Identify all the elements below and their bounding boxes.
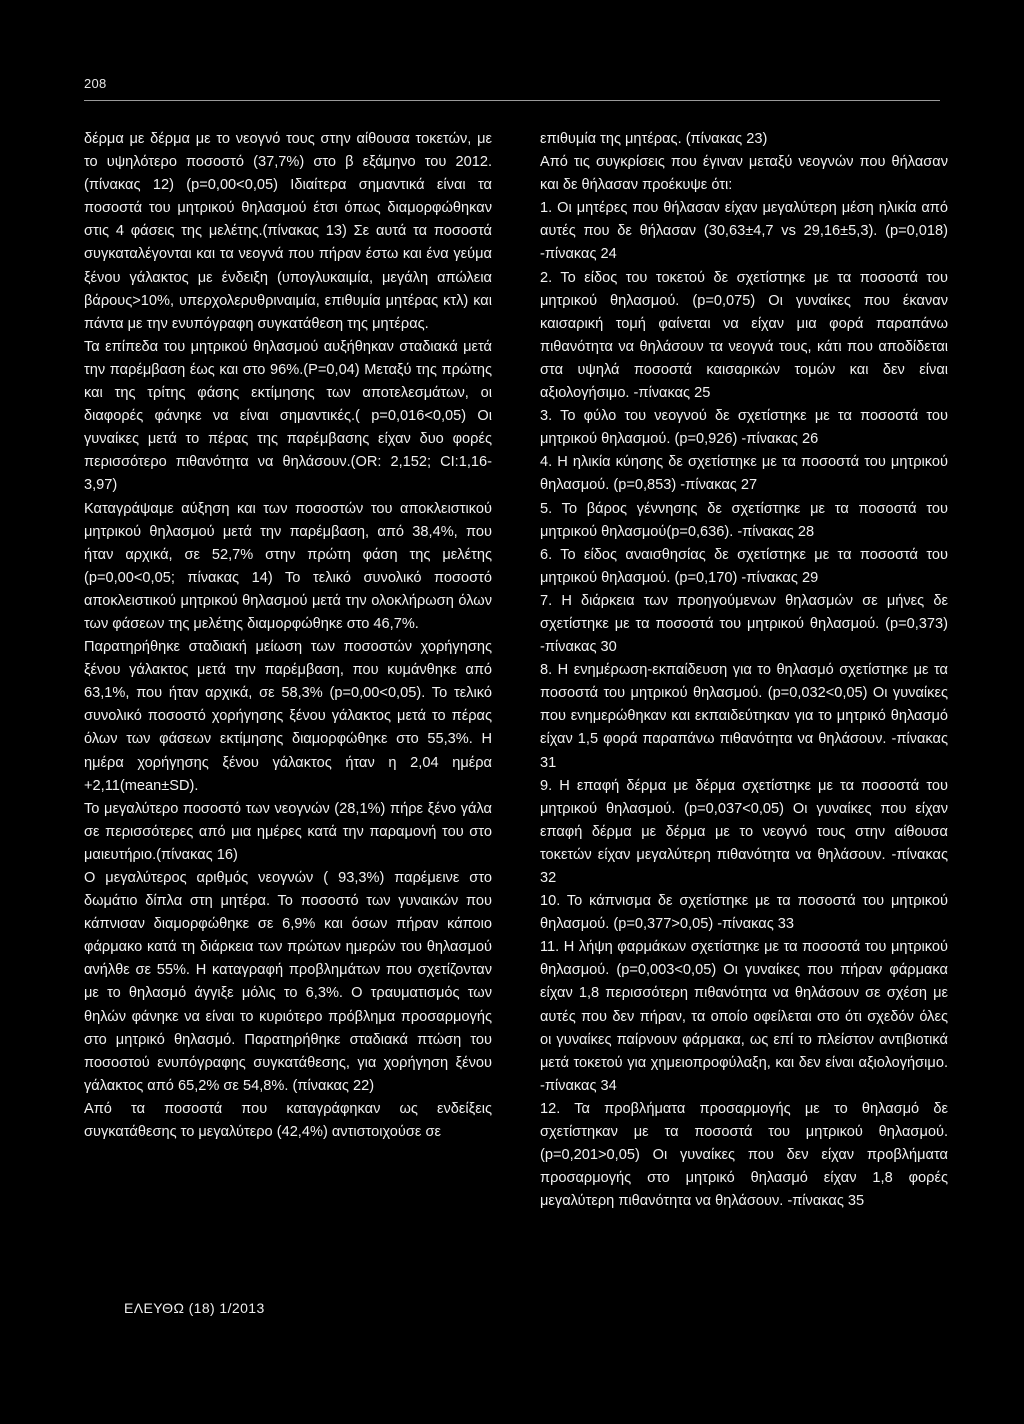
paragraph: Από τα ποσοστά που καταγράφηκαν ως ενδείξεις συγκατάθεσης το μεγαλύτερο (42,4%) αντιστοιχούσε σε: [84, 1100, 492, 1141]
list-item: 6. Το είδος αναισθησίας δε σχετίστηκε με τα ποσοστά του μητρικού θηλασμού. (p=0,170) -πίνακας 29: [540, 546, 948, 586]
paragraph: Από τις συγκρίσεις που έγιναν μεταξύ νεογνών που θήλασαν και δε θήλασαν προέκυψε ότι:: [540, 154, 948, 194]
left-column: [84, 128, 492, 1144]
paragraph: Ο μεγαλύτερος αριθμός νεογνών ( 93,3%) παρέμεινε στο δωμάτιο δίπλα στη μητέρα. Το ποσοστό των γυναικών που κάπνισαν διαμορφώθηκε σε 6,9% και όσων πήραν κάποιο φάρμακο κατά τη διάρκεια των πρώτων ημερών του θηλασμού ανήλθε σε 55%. Η καταγραφή προβλημάτων που σχετίζονταν με το θηλασμό άγγιξε μόλις το 6,3%. Ο τραυματισμός των θηλών φάνηκε να είναι το κυριότερο πρόβλημα προσαρμογής στο μητρικό θηλασμό. Παρατηρήθηκε σταδιακά πτώση του ποσοστού ενυπόγραφης συγκατάθεσης, για χορήγηση ξένου γάλακτος από 65,2% σε 54,8%. (πίνακας 22): [84, 870, 492, 1094]
list-item: 4. Η ηλικία κύησης δε σχετίστηκε με τα ποσοστά του μητρικού θηλασμού. (p=0,853) -πίνακας 27: [540, 454, 948, 494]
list-item: 5. Το βάρος γέννησης δε σχετίστηκε με τα ποσοστά του μητρικού θηλασμού(p=0,636). -πίνακας 28: [540, 500, 948, 540]
list-item: 3. Το φύλο του νεογνού δε σχετίστηκε με τα ποσοστά του μητρικού θηλασμού. (p=0,926) -πίνακας 26: [540, 408, 948, 448]
list-item: 2. Το είδος του τοκετού δε σχετίστηκε με τα ποσοστά του μητρικού θηλασμού. (p=0,075) Οι γυναίκες που έκαναν καισαρική τομή φαίνεται να είχαν μια φορά παραπάνω πιθανότητα να θηλάσουν τα νεογνά τους, κάτι που αποδίδεται στα υψηλά ποσοστά καισαρικών τομών και δεν είναι αξιολογήσιμο. -πίνακας 25: [540, 269, 948, 402]
paragraph: επιθυμία της μητέρας. (πίνακας 23): [540, 131, 768, 147]
list-item: 1. Οι μητέρες που θήλασαν είχαν μεγαλύτερη μέση ηλικία από αυτές που δε θήλασαν (30,63±4,7 vs 29,16±5,3). (p=0,018) -πίνακας 24: [540, 200, 948, 263]
paragraph: δέρμα με δέρμα με το νεογνό τους στην αίθουσα τοκετών, με το υψηλότερο ποσοστό (37,7%) στο β εξάμηνο του 2012. (πίνακας 12) (p=0,00<0,05) Ιδιαίτερα σημαντικά είναι τα ποσοστά του μητρικού θηλασμού έτσι όπως διαμορφώθηκαν στις 4 φάσεις της μελέτης.(πίνακας 13) Σε αυτά τα ποσοστά συγκαταλέγονται και τα νεογνά που πήραν έστω και ένα γεύμα ξένου γάλακτος με ένδειξη (υπογλυκαιμία, μεγάλη απώλεια βάρους>10%, υπερχολερυθριναιμία, επιθυμία μητέρας κτλ) και πάντα με την ενυπόγραφη συγκατάθεση της μητέρας.: [84, 131, 492, 332]
list-item: 9. Η επαφή δέρμα με δέρμα σχετίστηκε με τα ποσοστά του μητρικού θηλασμού. (p=0,037<0,05) Οι γυναίκες που είχαν επαφή δέρμα με δέρμα με το νεογνό τους στην αίθουσα τοκετών είχαν μεγαλύτερη πιθανότητα να θηλάσουν. -πίνακας 32: [540, 777, 948, 886]
journal-footer: ΕΛΕΥΘΩ (18) 1/2013: [124, 1300, 265, 1316]
paragraph: Τα επίπεδα του μητρικού θηλασμού αυξήθηκαν σταδιακά μετά την παρέμβαση έως και στο 96%.(P=0,04) Μεταξύ της πρώτης και της τρίτης φάσης εκτίμησης των αποτελεσμάτων, οι διαφορές φάνηκε να είναι σημαντικές.( p=0,016<0,05) Οι γυναίκες μετά το πέρας της παρέμβασης είχαν δυο φορές περισσότερο πιθανότητα να θηλάσουν.(OR: 2,152; CI:1,16-3,97): [84, 338, 492, 494]
header-rule: [84, 100, 940, 101]
list-item: 11. Η λήψη φαρμάκων σχετίστηκε με τα ποσοστά του μητρικού θηλασμού. (p=0,003<0,05) Οι γυναίκες που πήραν φάρμακα είχαν 1,8 περισσότερη πιθανότητα να θηλάσουν σε σχέση με αυτές που δεν πήραν, τα οποίο οφείλεται στο ότι σχεδόν όλες οι γυναίκες παίρνουν φάρμακα, ως επί το πλείστον αντιβιοτικά μετά τοκετού για χημειοπροφύλαξη, και δεν είναι αξιολογήσιμο. -πίνακας 34: [540, 939, 948, 1094]
list-item: 10. Το κάπνισμα δε σχετίστηκε με τα ποσοστά του μητρικού θηλασμού. (p=0,377>0,05) -πίνακας 33: [540, 893, 948, 933]
list-item: 8. Η ενημέρωση-εκπαίδευση για το θηλασμό σχετίστηκε με τα ποσοστά του μητρικού θηλασμού. (p=0,032<0,05) Οι γυναίκες που ενημερώθηκαν και εκπαιδεύτηκαν για το μητρικό θηλασμό είχαν 1,5 φορά παραπάνω πιθανότητα να θηλάσουν. -πίνακας 31: [540, 662, 948, 771]
right-column: [540, 128, 948, 1213]
paragraph: Παρατηρήθηκε σταδιακή μείωση των ποσοστών χορήγησης ξένου γάλακτος μετά την παρέμβαση, που κυμάνθηκε από 63,1%, που ήταν αρχικά, σε 58,3% (p=0,00<0,05). Το τελικό συνολικό ποσοστό χορήγησης ξένου γάλακτος μετά το πέρας όλων των φάσεων εκτίμησης διαμορφώθηκε στο 55,3%. Η ημέρα χορήγησης ξένου γάλακτος ήταν η 2,04 ημέρα +2,11(mean±SD).: [84, 639, 492, 794]
list-item: 7. Η διάρκεια των προηγούμενων θηλασμών σε μήνες δε σχετίστηκε με τα ποσοστά του μητρικού θηλασμού. (p=0,373) -πίνακας 30: [540, 592, 948, 656]
list-item: 12. Τα προβλήματα προσαρμογής με το θηλασμό δε σχετίστηκαν με τα ποσοστά του μητρικού θηλασμού. (p=0,201>0,05) Οι γυναίκες που δεν είχαν προβλήματα προσαρμογής στο μητρικό θηλασμό είχαν 1,8 φορές μεγαλύτερη πιθανότητα να θηλάσουν. -πίνακας 35: [540, 1100, 948, 1210]
paragraph: Το μεγαλύτερο ποσοστό των νεογνών (28,1%) πήρε ξένο γάλα σε περισσότερες από μια ημέρες κατά την παραμονή του στο μαιευτήριο.(πίνακας 16): [84, 800, 492, 863]
paragraph: Καταγράψαμε αύξηση και των ποσοστών του αποκλειστικού μητρικού θηλασμού μετά την παρέμβαση, από 38,4%, που ήταν αρχικά, σε 52,7% στην πρώτη φάση της μελέτης (p=0,00<0,05; πίνακας 14) Το τελικό συνολικό ποσοστό αποκλειστικού μητρικού θηλασμού μετά την ολοκλήρωση όλων των φάσεων της μελέτης διαμορφώθηκε στο 46,7%.: [84, 500, 492, 632]
page-number: 208: [84, 76, 107, 91]
